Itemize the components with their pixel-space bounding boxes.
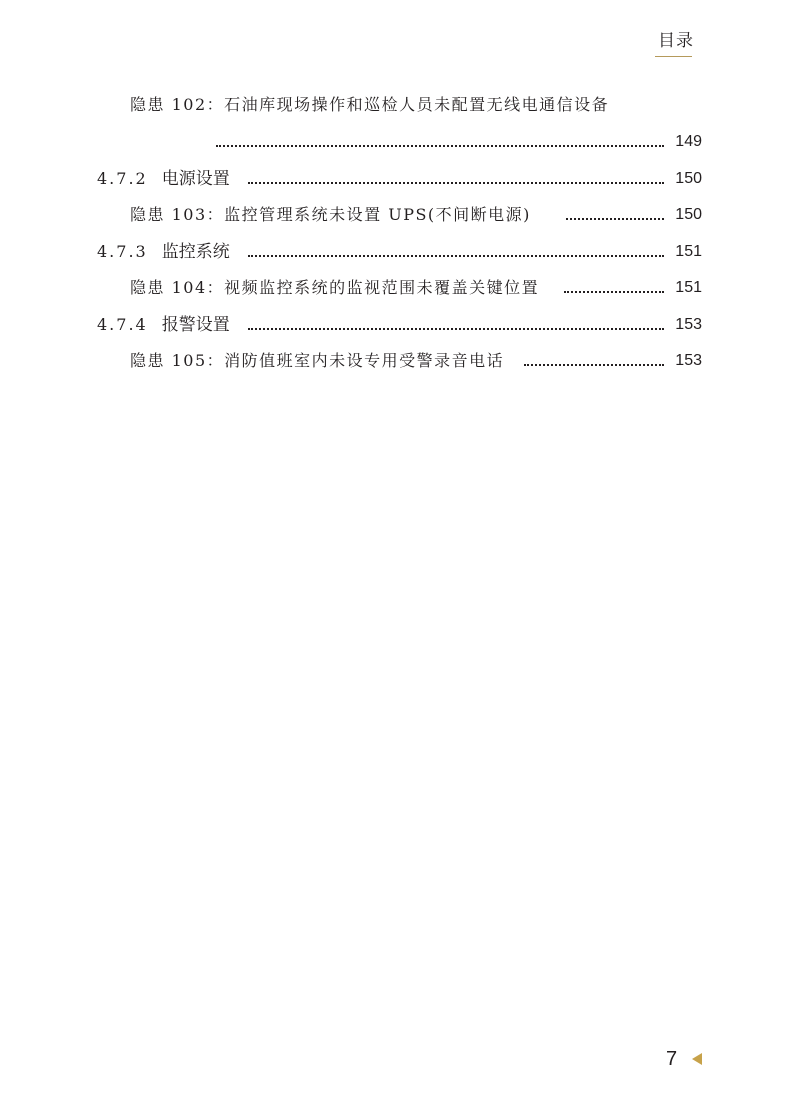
toc-entry-section-4-7-4[interactable]	[0, 313, 790, 337]
toc-entry-hazard-102[interactable]	[0, 93, 790, 117]
toc-entry-label: 隐患 102：石油库现场操作和巡检人员未配置无线电通信设备	[130, 93, 613, 117]
toc-entry-hazard-104[interactable]	[0, 276, 790, 300]
toc-section-number: 4.7.3	[97, 242, 148, 261]
toc-entry-heading	[97, 240, 234, 264]
toc-entry-section-4-7-2[interactable]	[0, 167, 790, 191]
toc-entry-page: 151	[675, 279, 702, 296]
toc-entry-hazard-105[interactable]	[0, 349, 790, 373]
toc-leader-dots	[248, 167, 664, 191]
toc-leader-dots	[248, 240, 664, 264]
toc-entry-label: 隐患 105：消防值班室内未设专用受警录音电话	[130, 349, 508, 373]
toc-leader-dots	[248, 313, 664, 337]
left-arrow-icon	[692, 1053, 702, 1065]
header-underline	[655, 56, 692, 57]
toc-entry-heading	[97, 313, 234, 337]
toc-leader-dots	[566, 203, 664, 227]
toc-leader-dots	[564, 276, 664, 300]
toc-entry-page: 149	[675, 133, 702, 150]
toc-entry-heading	[97, 167, 234, 191]
toc-leader-dots	[524, 349, 664, 373]
toc-entry-page: 151	[675, 243, 702, 260]
toc-section-title: 电源设置	[161, 169, 230, 189]
toc-entry-page: 153	[675, 352, 702, 369]
page-number: 7	[666, 1048, 678, 1070]
toc-section-number: 4.7.4	[97, 315, 148, 334]
toc-section-title: 监控系统	[161, 242, 230, 262]
toc-entry-page: 150	[675, 206, 702, 223]
toc-entry-page: 150	[675, 170, 702, 187]
toc-entry-page: 153	[675, 316, 702, 333]
toc-section-title: 报警设置	[161, 315, 230, 335]
toc-entry-label: 隐患 103：监控管理系统未设置 UPS(不间断电源)	[130, 203, 535, 227]
toc-entry-label: 隐患 104：视频监控系统的监视范围未覆盖关键位置	[130, 276, 543, 300]
toc-section-number: 4.7.2	[97, 169, 148, 188]
toc-entry-hazard-103[interactable]	[0, 203, 790, 227]
toc-entry-section-4-7-3[interactable]	[0, 240, 790, 264]
header-section-label: 目录	[658, 31, 694, 51]
toc-entry-hazard-102-continuation[interactable]	[0, 130, 790, 154]
toc-leader-dots	[216, 130, 664, 154]
